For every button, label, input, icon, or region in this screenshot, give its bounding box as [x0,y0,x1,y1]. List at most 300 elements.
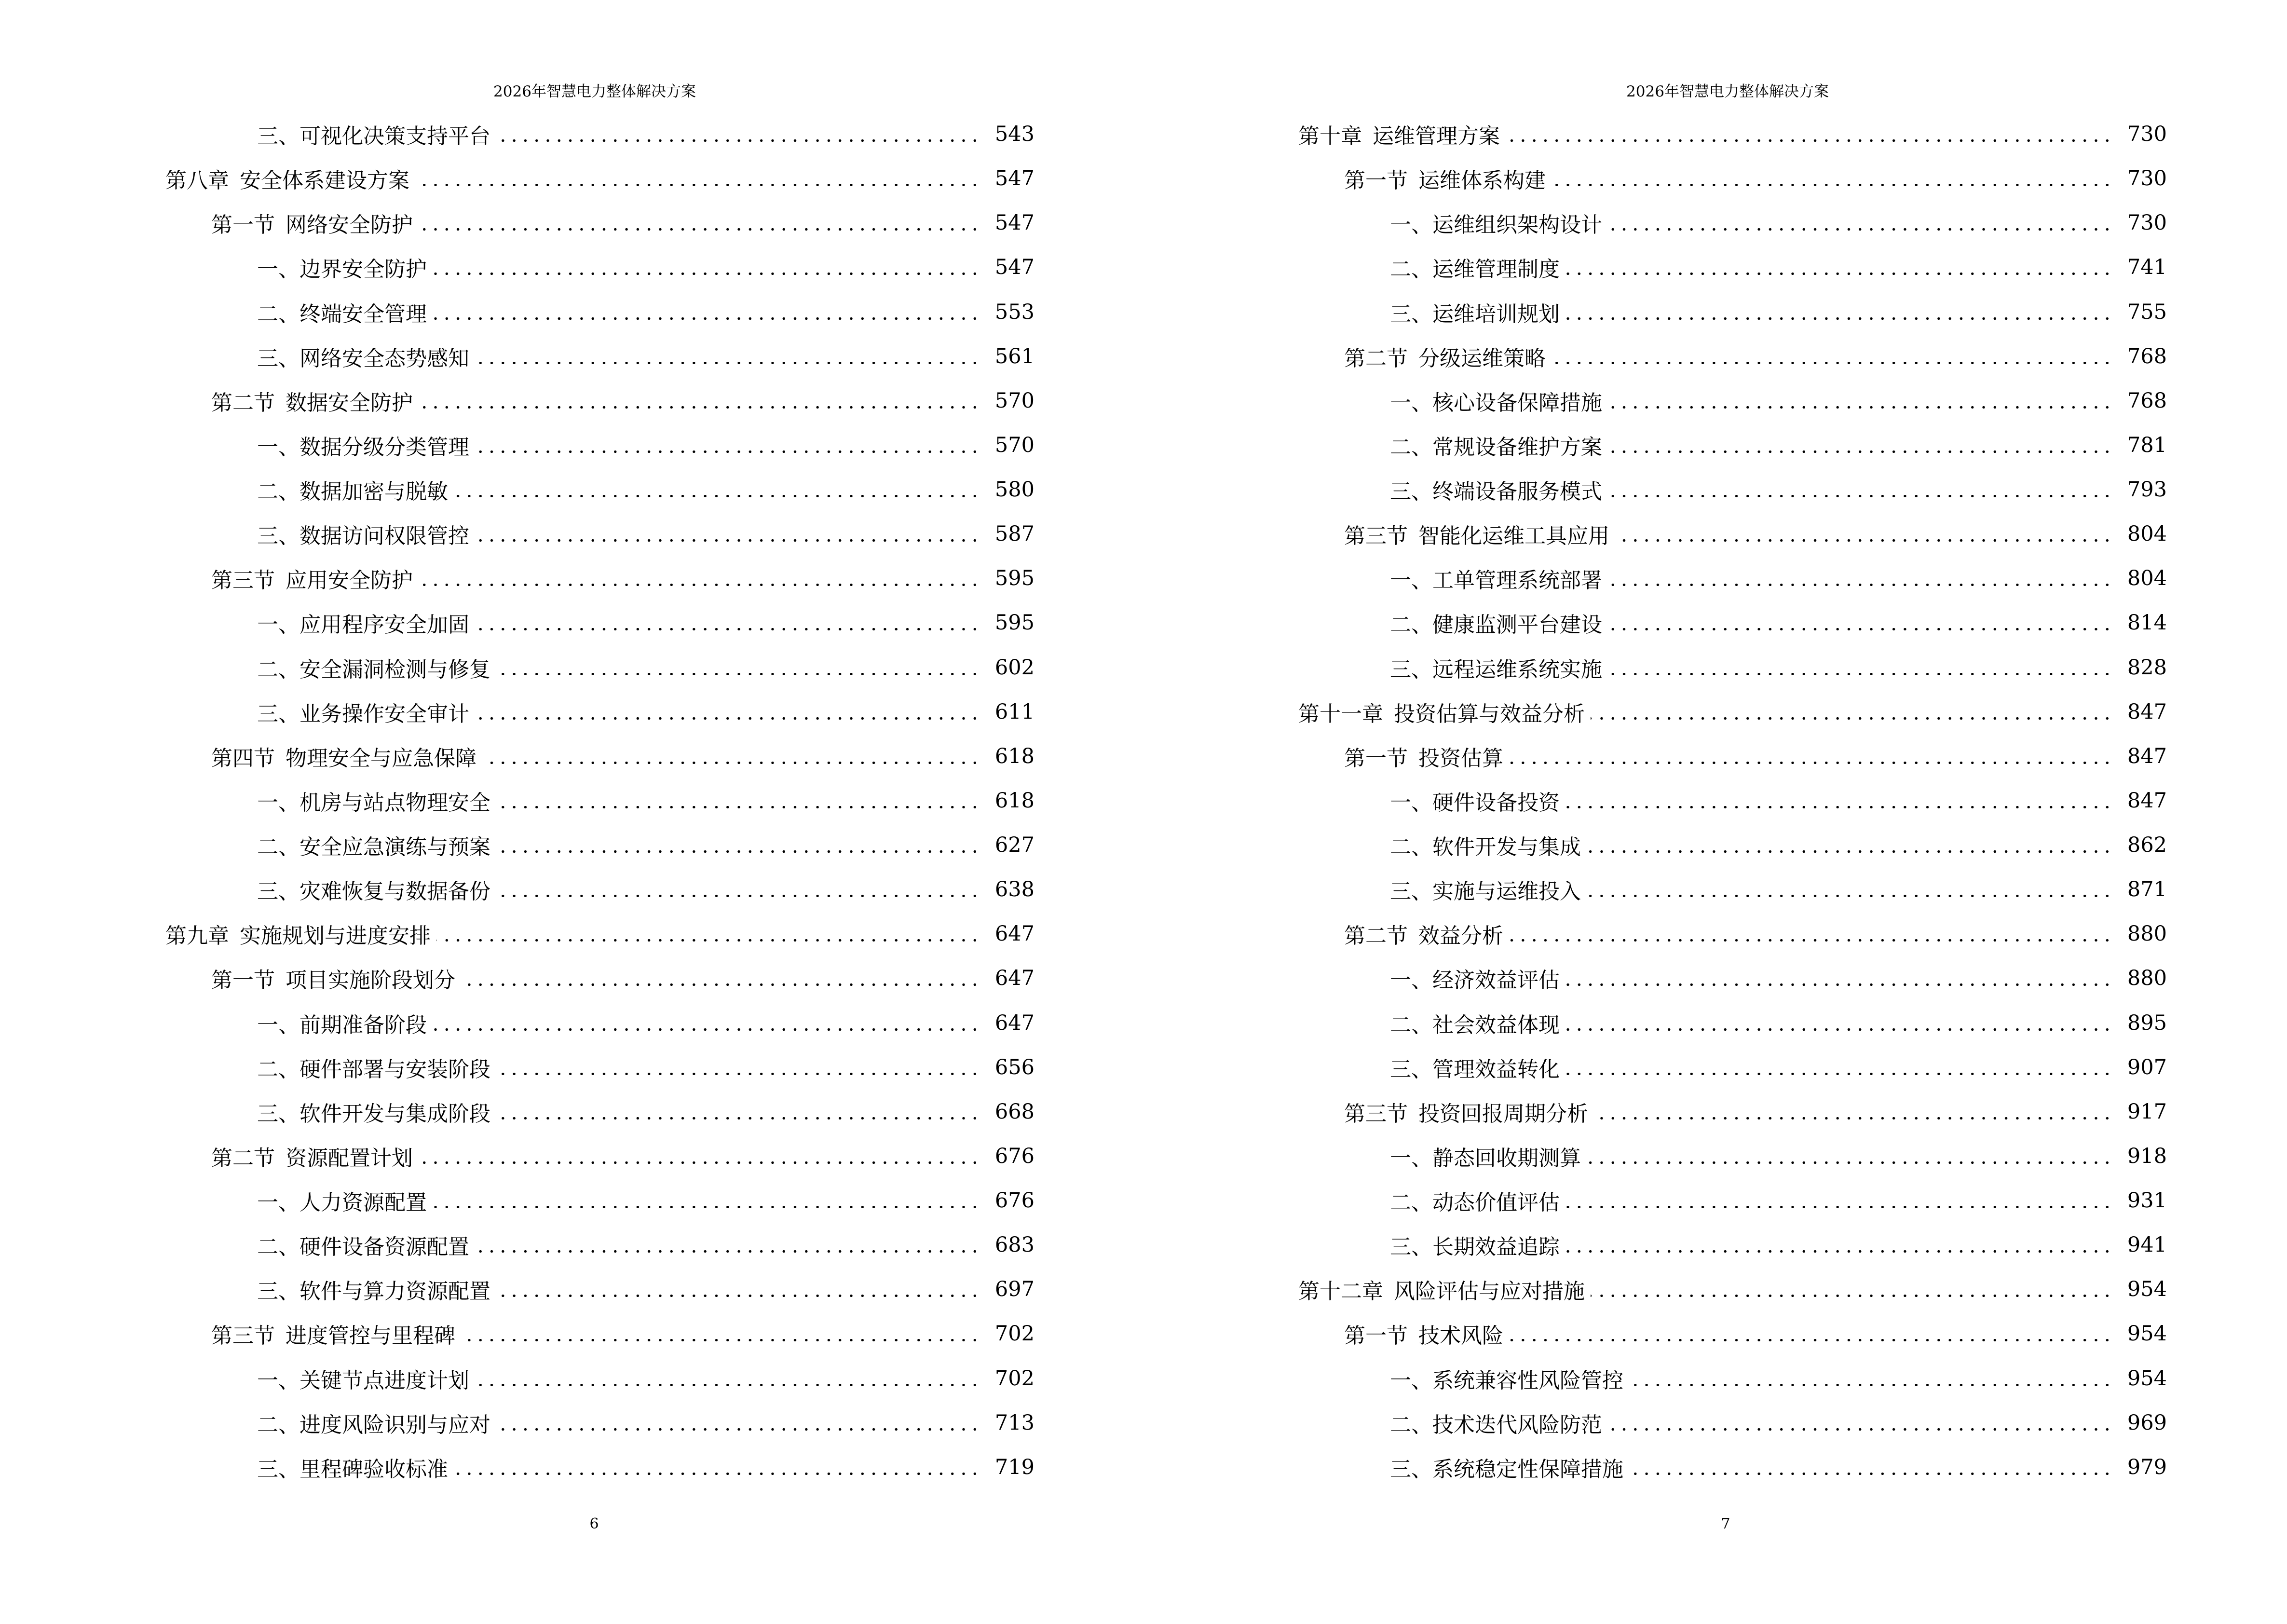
dot-leader [1587,834,2113,856]
dot-leader [1608,435,2113,456]
toc-entry-text: 一、工单管理系统部署 [1390,568,1602,593]
dot-leader [415,168,980,189]
toc-entry-title [1390,207,1602,238]
toc-entry-page-number: 847 [2127,744,2167,768]
toc-entry-text: 三、网络安全态势感知 [257,346,469,371]
toc-entry-text: 三、业务操作安全审计 [257,701,469,726]
toc-entry-title [211,385,413,416]
dot-leader [1566,1012,2113,1034]
toc-entry-page-number: 668 [994,1099,1035,1124]
toc-entry-label: 第四节 [211,746,275,771]
toc-entry-text: 一、数据分级分类管理 [257,435,469,460]
dot-leader [1566,301,2113,323]
toc-entry-title [1390,874,1581,905]
toc-entry-page-number: 547 [994,211,1035,235]
toc-entry-page-number: 918 [2127,1144,2167,1168]
toc-entry-page-number: 781 [2127,433,2167,457]
toc-entry-subsection[interactable] [1298,201,2167,245]
toc-entry-text: 物理安全与应急保障 [286,746,476,771]
toc-entry-page-number: 647 [994,922,1035,946]
toc-entry-subsection[interactable] [1298,867,2167,912]
toc-entry-page-number: 683 [994,1233,1035,1257]
dot-leader [1509,1323,2113,1344]
toc-entry-title [257,474,448,505]
toc-entry-page-number: 880 [2127,966,2167,991]
toc-entry-title [1344,519,1609,549]
toc-entry-subsection[interactable] [165,1223,1035,1267]
toc-entry-subsection[interactable] [1298,467,2167,512]
dot-leader [1566,1057,2113,1078]
dot-leader [1552,346,2113,367]
toc-page-right [1144,0,2287,1624]
toc-entry-page-number: 862 [2127,833,2167,858]
toc-entry-text: 二、健康监测平台建设 [1390,613,1602,638]
toc-entry-text: 一、核心设备保障措施 [1390,390,1602,415]
toc-entry-text: 一、前期准备阶段 [257,1012,427,1037]
toc-entry-page-number: 676 [994,1144,1035,1168]
toc-entry-title [257,1452,448,1483]
toc-entry-subsection[interactable] [1298,823,2167,867]
toc-entry-text: 应用安全防护 [286,568,413,593]
toc-entry-subsection[interactable] [165,1445,1035,1489]
toc-list [1298,112,2167,1489]
toc-entry-title [1298,119,1500,150]
toc-entry-subsection[interactable] [1298,1178,2167,1223]
dot-leader [419,568,980,589]
toc-entry-subsection[interactable] [165,645,1035,690]
dot-leader [496,879,980,900]
toc-entry-title [165,918,431,949]
toc-entry-section[interactable] [1298,734,2167,778]
toc-entry-page-number: 847 [2127,788,2167,813]
toc-entry-title [1390,474,1602,505]
toc-entry-text: 二、常规设备维护方案 [1390,435,1602,460]
dot-leader [419,212,980,233]
toc-entry-title [211,207,413,238]
dot-leader [496,123,980,145]
toc-entry-label: 第三节 [211,1324,275,1349]
toc-entry-page-number: 793 [2127,478,2167,502]
toc-entry-title [211,1318,455,1349]
toc-entry-title [1390,963,1560,994]
toc-entry-text: 进度管控与里程碑 [286,1324,455,1349]
toc-entry-chapter[interactable] [165,912,1035,956]
toc-entry-page-number: 543 [994,122,1035,147]
toc-entry-text: 一、应用程序安全加固 [257,613,469,638]
toc-entry-text: 项目实施阶段划分 [286,968,455,993]
dot-leader [1608,612,2113,633]
toc-entry-page-number: 931 [2127,1188,2167,1213]
toc-entry-title [257,341,469,372]
toc-entry-page-number: 730 [2127,211,2167,235]
toc-entry-title [211,963,455,994]
toc-entry-text: 三、管理效益转化 [1390,1057,1560,1082]
toc-entry-subsection[interactable] [1298,1356,2167,1401]
toc-entry-title [1390,1141,1581,1172]
toc-entry-title [1344,1096,1588,1127]
toc-entry-text: 二、终端安全管理 [257,301,427,327]
toc-entry-subsection[interactable] [165,600,1035,645]
toc-entry-page-number: 702 [994,1322,1035,1346]
toc-entry-text: 二、数据加密与脱敏 [257,479,448,505]
toc-entry-page-number: 713 [994,1410,1035,1435]
toc-entry-section[interactable] [1298,512,2167,556]
toc-entry-label: 第二节 [1344,346,1408,371]
toc-entry-page-number: 618 [994,788,1035,813]
toc-entry-section[interactable] [1298,1311,2167,1356]
toc-entry-subsection[interactable] [1298,600,2167,645]
toc-entry-text: 一、硬件设备投资 [1390,790,1560,815]
toc-entry-page-number: 814 [2127,611,2167,635]
toc-entry-text: 二、进度风险识别与应对 [257,1412,490,1437]
toc-entry-page-number: 656 [994,1055,1035,1079]
toc-entry-subsection[interactable] [1298,1001,2167,1045]
toc-entry-page-number: 730 [2127,122,2167,147]
toc-entry-title [257,696,469,727]
toc-entry-label: 第八章 [165,168,229,193]
toc-entry-title [257,874,490,905]
toc-entry-page-number: 969 [2127,1410,2167,1435]
toc-entry-title [257,519,469,549]
toc-entry-subsection[interactable] [165,467,1035,512]
toc-entry-title [1390,252,1560,283]
toc-entry-text: 三、软件与算力资源配置 [257,1279,490,1304]
toc-entry-chapter[interactable] [165,156,1035,201]
toc-entry-title [1390,652,1602,683]
toc-entry-subsection[interactable] [165,112,1035,156]
toc-entry-page-number: 547 [994,255,1035,280]
page-number-footer: 6 [589,1515,599,1532]
toc-entry-title [1390,430,1602,461]
toc-entry-page-number: 917 [2127,1099,2167,1124]
toc-entry-text: 数据安全防护 [286,390,413,415]
toc-entry-text: 实施规划与进度安排 [240,924,431,949]
toc-entry-title [257,1229,469,1260]
toc-entry-label: 第一节 [211,968,275,993]
toc-entry-text: 投资估算与效益分析 [1394,701,1585,726]
dot-leader [1629,1368,2113,1389]
dot-leader [475,1234,980,1256]
toc-entry-subsection[interactable] [165,823,1035,867]
toc-entry-title [257,785,490,816]
toc-entry-chapter[interactable] [1298,1267,2167,1311]
toc-entry-page-number: 702 [994,1366,1035,1391]
dot-leader [1566,1234,2113,1256]
toc-entry-subsection[interactable] [1298,645,2167,690]
toc-entry-page-number: 587 [994,522,1035,546]
toc-entry-section[interactable] [1298,156,2167,201]
toc-entry-text: 一、机房与站点物理安全 [257,790,490,815]
dot-leader [454,1457,980,1478]
toc-entry-subsection[interactable] [1298,1401,2167,1445]
toc-entry-text: 三、长期效益追踪 [1390,1235,1560,1260]
toc-entry-page-number: 895 [2127,1010,2167,1035]
toc-entry-subsection[interactable] [165,334,1035,379]
toc-entry-text: 网络安全防护 [286,213,413,238]
toc-entry-text: 二、运维管理制度 [1390,257,1560,282]
dot-leader [1566,257,2113,278]
toc-entry-text: 三、里程碑验收标准 [257,1457,448,1482]
toc-entry-title [1298,696,1585,727]
toc-entry-subsection[interactable] [165,1267,1035,1311]
dot-leader [1566,1190,2113,1211]
toc-entry-subsection[interactable] [165,423,1035,467]
toc-entry-page-number: 804 [2127,522,2167,546]
toc-entry-title [257,830,490,860]
toc-entry-text: 二、社会效益体现 [1390,1012,1560,1037]
toc-entry-page-number: 602 [994,655,1035,680]
dot-leader [475,435,980,456]
dot-leader [1506,123,2113,145]
toc-entry-section[interactable] [165,956,1035,1000]
toc-entry-title [1390,1229,1560,1260]
toc-entry-title [257,1185,427,1216]
toc-entry-page-number: 676 [994,1188,1035,1213]
toc-entry-page-number: 954 [2127,1277,2167,1302]
toc-entry-label: 第十二章 [1298,1279,1383,1304]
toc-entry-text: 三、系统稳定性保障措施 [1390,1457,1623,1482]
toc-entry-subsection[interactable] [1298,423,2167,467]
toc-entry-page-number: 871 [2127,877,2167,902]
toc-entry-title [211,1141,413,1172]
toc-entry-title [257,652,490,683]
toc-entry-title [1390,297,1560,328]
toc-entry-page-number: 697 [994,1277,1035,1302]
toc-entry-subsection[interactable] [165,1090,1035,1134]
toc-entry-title [257,1274,490,1305]
dot-leader [1608,212,2113,233]
toc-entry-subsection[interactable] [165,245,1035,289]
toc-entry-chapter[interactable] [1298,112,2167,156]
toc-entry-label: 第二节 [1344,924,1408,949]
toc-entry-text: 智能化运维工具应用 [1418,524,1609,549]
toc-entry-page-number: 647 [994,966,1035,991]
toc-entry-subsection[interactable] [165,512,1035,556]
toc-entry-text: 一、边界安全防护 [257,257,427,282]
toc-entry-label: 第十一章 [1298,701,1383,726]
toc-entry-label: 第九章 [165,924,229,949]
dot-leader [419,390,980,411]
toc-entry-page-number: 804 [2127,566,2167,591]
toc-entry-section[interactable] [165,379,1035,423]
toc-entry-subsection[interactable] [165,1356,1035,1401]
dot-leader [482,746,980,767]
toc-entry-title [211,563,413,594]
toc-entry-page-number: 768 [2127,344,2167,368]
toc-entry-title [1344,341,1546,372]
toc-entry-text: 三、实施与运维投入 [1390,879,1581,904]
toc-entry-page-number: 611 [994,699,1035,724]
toc-entry-subsection[interactable] [165,1001,1035,1045]
toc-entry-page-number: 741 [2127,255,2167,280]
toc-entry-label: 第一节 [1344,746,1408,771]
toc-entry-title [257,119,490,150]
toc-entry-text: 运维管理方案 [1373,124,1500,149]
toc-entry-subsection[interactable] [1298,778,2167,823]
toc-entry-title [1390,385,1602,416]
dot-leader [496,834,980,856]
toc-entry-label: 第一节 [211,213,275,238]
toc-entry-text: 二、软件开发与集成 [1390,835,1581,860]
toc-entry-title [1390,563,1602,594]
toc-entry-page-number: 561 [994,344,1035,368]
page-number-footer: 7 [1721,1515,1730,1532]
toc-entry-page-number: 547 [994,166,1035,191]
toc-entry-title [1390,607,1602,638]
toc-entry-text: 三、远程运维系统实施 [1390,657,1602,682]
toc-entry-text: 二、硬件部署与安装阶段 [257,1057,490,1082]
dot-leader [1615,523,2113,545]
toc-entry-page-number: 570 [994,388,1035,413]
toc-entry-text: 投资回报周期分析 [1418,1101,1588,1126]
toc-entry-section[interactable] [1298,334,2167,379]
toc-entry-label: 第二节 [211,1146,275,1171]
toc-entry-subsection[interactable] [165,1045,1035,1090]
toc-entry-title [257,297,427,328]
toc-entry-text: 一、人力资源配置 [257,1190,427,1215]
dot-leader [1587,1146,2113,1167]
toc-entry-text: 二、硬件设备资源配置 [257,1235,469,1260]
toc-entry-chapter[interactable] [1298,690,2167,734]
toc-entry-title [257,430,469,461]
toc-entry-page-number: 828 [2127,655,2167,680]
toc-entry-section[interactable] [1298,912,2167,956]
toc-entry-title [1390,1008,1560,1038]
toc-entry-page-number: 880 [2127,922,2167,946]
dot-leader [461,968,980,989]
toc-entry-title [1298,1274,1585,1305]
toc-entry-subsection[interactable] [1298,245,2167,289]
toc-entry-title [1390,1407,1602,1438]
toc-entry-subsection[interactable] [1298,556,2167,600]
toc-entry-page-number: 580 [994,478,1035,502]
toc-entry-title [257,1008,427,1038]
toc-entry-text: 风险评估与应对措施 [1394,1279,1585,1304]
toc-entry-page-number: 768 [2127,388,2167,413]
toc-entry-page-number: 979 [2127,1455,2167,1479]
toc-entry-text: 三、数据访问权限管控 [257,524,469,549]
toc-entry-title [257,1363,469,1394]
toc-entry-subsection[interactable] [165,867,1035,912]
dot-leader [433,1190,980,1211]
dot-leader [475,701,980,723]
dot-leader [1566,790,2113,811]
dot-leader [496,790,980,811]
toc-entry-title [257,252,427,283]
toc-entry-text: 效益分析 [1418,924,1503,949]
toc-entry-section[interactable] [1298,1090,2167,1134]
toc-entry-text: 二、安全漏洞检测与修复 [257,657,490,682]
toc-entry-subsection[interactable] [1298,1223,2167,1267]
toc-entry-subsection[interactable] [1298,956,2167,1000]
toc-entry-text: 一、关键节点进度计划 [257,1368,469,1393]
toc-entry-page-number: 595 [994,566,1035,591]
toc-entry-page-number: 553 [994,300,1035,324]
toc-entry-section[interactable] [165,734,1035,778]
toc-entry-section[interactable] [165,201,1035,245]
dot-leader [1552,168,2113,189]
toc-entry-label: 第一节 [1344,168,1408,193]
dot-leader [475,523,980,545]
toc-entry-title [1390,1452,1623,1483]
toc-entry-title [165,163,409,194]
dot-leader [496,1057,980,1078]
toc-entry-subsection[interactable] [165,690,1035,734]
dot-leader [433,1012,980,1034]
dot-leader [433,257,980,278]
toc-entry-title [1390,1185,1560,1216]
dot-leader [1629,1457,2113,1478]
toc-entry-text: 投资估算 [1418,746,1503,771]
toc-entry-text: 二、安全应急演练与预案 [257,835,490,860]
toc-entry-subsection[interactable] [165,1178,1035,1223]
toc-entry-text: 分级运维策略 [1418,346,1546,371]
toc-entry-subsection[interactable] [1298,290,2167,334]
toc-list [165,112,1035,1489]
toc-entry-title [1390,1052,1560,1083]
toc-entry-subsection[interactable] [1298,1045,2167,1090]
toc-entry-text: 安全体系建设方案 [240,168,409,193]
toc-entry-page-number: 570 [994,433,1035,457]
toc-entry-section[interactable] [165,1311,1035,1356]
dot-leader [433,301,980,323]
toc-entry-page-number: 847 [2127,699,2167,724]
toc-entry-title [1344,741,1503,772]
toc-entry-page-number: 907 [2127,1055,2167,1079]
dot-leader [1591,1279,2113,1300]
dot-leader [475,612,980,633]
dot-leader [461,1323,980,1344]
toc-entry-subsection[interactable] [1298,1445,2167,1489]
toc-entry-subsection[interactable] [165,290,1035,334]
toc-entry-title [1344,163,1546,194]
toc-entry-text: 三、终端设备服务模式 [1390,479,1602,505]
dot-leader [419,1146,980,1167]
toc-entry-subsection[interactable] [165,1401,1035,1445]
dot-leader [1608,479,2113,500]
toc-entry-page-number: 647 [994,1010,1035,1035]
toc-entry-page-number: 627 [994,833,1035,858]
running-header: 2026年智慧电力整体解决方案 [1626,83,1829,100]
toc-entry-text: 二、技术迭代风险防范 [1390,1412,1602,1437]
toc-entry-section[interactable] [165,1134,1035,1178]
toc-entry-text: 三、运维培训规划 [1390,301,1560,327]
toc-entry-label: 第二节 [211,390,275,415]
toc-entry-text: 三、可视化决策支持平台 [257,124,490,149]
dot-leader [1566,968,2113,989]
toc-entry-title [211,741,476,772]
toc-entry-label: 第一节 [1344,1324,1408,1349]
toc-entry-text: 运维体系构建 [1418,168,1546,193]
toc-entry-page-number: 595 [994,611,1035,635]
toc-entry-title [257,1407,490,1438]
toc-entry-label: 第十章 [1298,124,1362,149]
toc-entry-subsection[interactable] [165,778,1035,823]
toc-entry-text: 一、运维组织架构设计 [1390,213,1602,238]
dot-leader [1608,390,2113,411]
toc-entry-page-number: 719 [994,1455,1035,1479]
toc-entry-subsection[interactable] [1298,1134,2167,1178]
toc-entry-section[interactable] [165,556,1035,600]
dot-leader [454,479,980,500]
toc-entry-page-number: 954 [2127,1366,2167,1391]
toc-entry-title [257,1052,490,1083]
toc-entry-page-number: 618 [994,744,1035,768]
toc-entry-text: 三、灾难恢复与数据备份 [257,879,490,904]
toc-entry-title [1344,1318,1503,1349]
toc-entry-page-number: 755 [2127,300,2167,324]
toc-entry-subsection[interactable] [1298,379,2167,423]
